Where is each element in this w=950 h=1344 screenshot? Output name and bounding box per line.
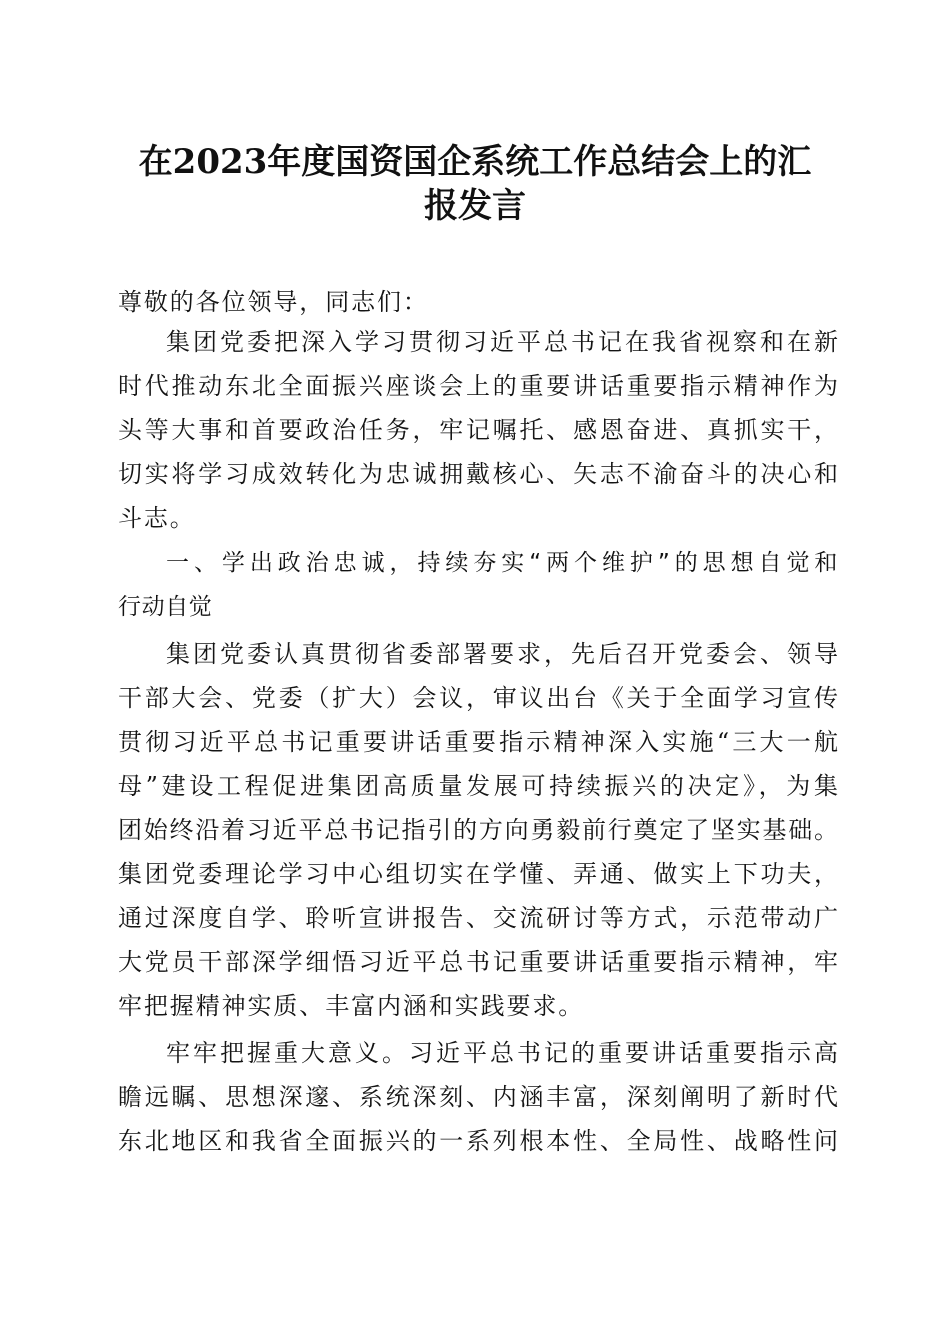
paragraph-1-line-3: 头等大事和首要政治任务，牢记嘱托、感恩奋进、真抓实干， <box>118 416 838 444</box>
paragraph-2-line-3: 贯彻习近平总书记重要讲话重要指示精神深入实施“三大一航 <box>118 728 838 756</box>
paragraph-2-line-7: 通过深度自学、聆听宣讲报告、交流研讨等方式，示范带动广 <box>118 904 838 932</box>
section-heading-line-2: 行动自觉 <box>118 594 213 620</box>
salutation: 尊敬的各位领导，同志们： <box>118 288 429 316</box>
paragraph-3-line-1: 牢牢把握重大意义。习近平总书记的重要讲话重要指示高 <box>166 1039 838 1067</box>
paragraph-1-line-4: 切实将学习成效转化为忠诚拥戴核心、矢志不渝奋斗的决心和 <box>118 460 838 488</box>
paragraph-2-line-9: 牢把握精神实质、丰富内涵和实践要求。 <box>118 992 585 1020</box>
paragraph-3-line-3: 东北地区和我省全面振兴的一系列根本性、全局性、战略性问 <box>118 1127 838 1155</box>
section-heading-line-1: 一、学出政治忠诚，持续夯实“两个维护”的思想自觉和 <box>166 550 838 576</box>
paragraph-2-line-5: 团始终沿着习近平总书记指引的方向勇毅前行奠定了坚实基础。 <box>118 816 838 844</box>
paragraph-3-line-2: 瞻远瞩、思想深邃、系统深刻、内涵丰富，深刻阐明了新时代 <box>118 1083 838 1111</box>
document-title-line-1: 在2023年度国资国企系统工作总结会上的汇 <box>138 142 812 182</box>
paragraph-2-line-1: 集团党委认真贯彻省委部署要求，先后召开党委会、领导 <box>166 640 838 668</box>
paragraph-2-line-4: 母”建设工程促进集团高质量发展可持续振兴的决定》，为集 <box>118 772 838 800</box>
document-title-line-2: 报发言 <box>424 186 526 226</box>
paragraph-1-line-5: 斗志。 <box>118 504 196 532</box>
paragraph-1-line-2: 时代推动东北全面振兴座谈会上的重要讲话重要指示精神作为 <box>118 372 838 400</box>
paragraph-2-line-6: 集团党委理论学习中心组切实在学懂、弄通、做实上下功夫， <box>118 860 838 888</box>
paragraph-2-line-2: 干部大会、党委（扩大）会议，审议出台《关于全面学习宣传 <box>118 684 838 712</box>
paragraph-1-line-1: 集团党委把深入学习贯彻习近平总书记在我省视察和在新 <box>166 328 838 356</box>
paragraph-2-line-8: 大党员干部深学细悟习近平总书记重要讲话重要指示精神，牢 <box>118 948 838 976</box>
